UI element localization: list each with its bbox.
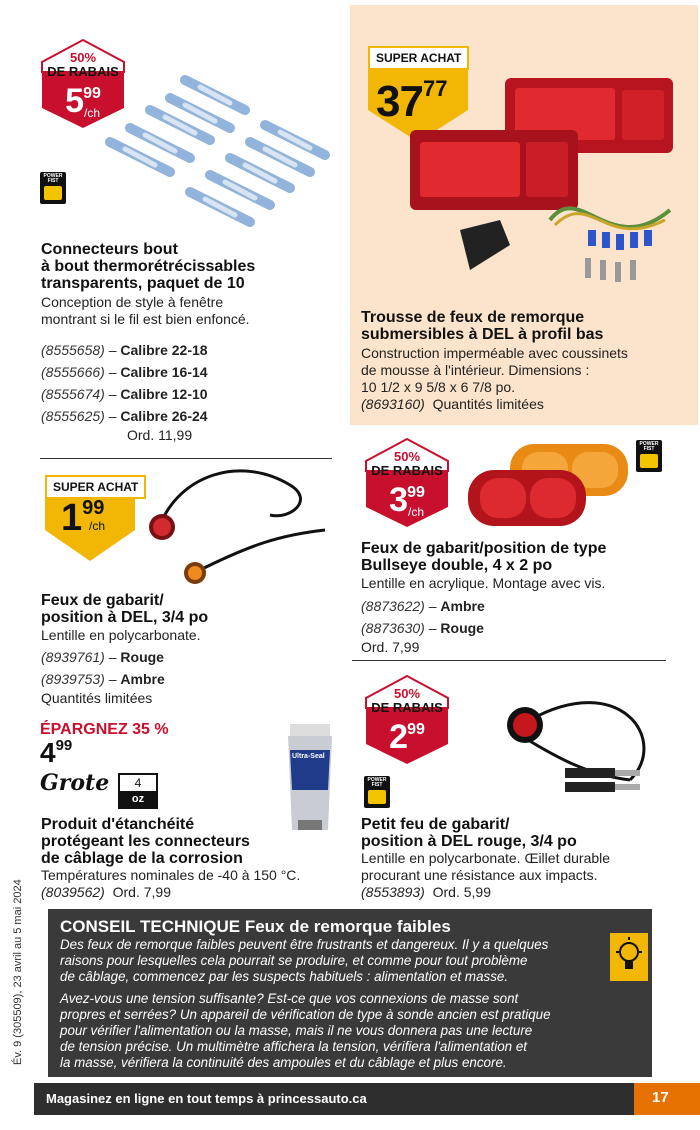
product-title (361, 309, 603, 343)
description-line: procurant une résistance aux impacts. (361, 867, 598, 883)
product-title (41, 241, 255, 292)
price-dollars: 1 (61, 497, 83, 539)
discount-badge (364, 437, 450, 529)
footer-text[interactable]: Magasinez en ligne en tout temps à princessauto.ca (46, 1091, 367, 1106)
price-dollars: 2 (389, 718, 408, 756)
product-title (361, 816, 577, 850)
sku-row (41, 383, 208, 405)
lightbulb-icon (610, 933, 648, 981)
sku-row (41, 339, 208, 361)
sku-code: (8939753) (41, 671, 105, 687)
tip-heading-topic: Feux de remorque faibles (240, 917, 451, 936)
sku-line (41, 884, 300, 901)
edition-sidebar-text: Év. 9 (305509), 23 avril au 5 mai 2024 (12, 879, 24, 1065)
description-line: 10 1/2 x 9 5/8 x 6 7/8 po. (361, 379, 516, 395)
discount-label: DE RABAIS (47, 64, 119, 79)
discount-badge (364, 674, 450, 766)
product-description (361, 345, 628, 413)
super-achat-label: SUPER ACHAT (368, 46, 469, 70)
sku-separator: – (424, 620, 441, 636)
discount-percent: 50% (393, 686, 421, 701)
sku-code: (8939761) (41, 649, 105, 665)
sku-name: Calibre 12-10 (120, 386, 208, 402)
tip-heading-label: CONSEIL TECHNIQUE (60, 917, 241, 936)
super-achat-badge (45, 475, 139, 565)
price-unit: /ch (84, 106, 101, 120)
sku-row (41, 668, 165, 690)
bullseye-lights-image (460, 440, 635, 550)
sku-code: (8555658) (41, 342, 105, 358)
sku-separator: – (104, 364, 121, 380)
sku-line (361, 884, 610, 901)
page-number: 17 (652, 1089, 669, 1106)
sku-list (41, 339, 208, 427)
trailer-light-kit-image (400, 70, 690, 300)
sku-name: Calibre 16-14 (120, 364, 208, 380)
product-description (41, 867, 300, 901)
description-line: Conception de style à fenêtre (41, 294, 224, 310)
title-line: Bullseye double, 4 x 2 po (361, 557, 553, 574)
sealant-tube-image (280, 720, 340, 835)
power-fist-text: POWER FIST (43, 173, 63, 184)
sku-line (361, 396, 628, 413)
discount-label: DE RABAIS (371, 463, 443, 478)
tube-label: Ultra-Seal (292, 753, 325, 760)
price-cents: 99 (407, 721, 425, 738)
regular-price: Ord. 11,99 (127, 427, 193, 443)
fist-icon (368, 790, 386, 804)
power-fist-text: POWER FIST (639, 441, 659, 452)
tip-line: Avez-vous une tension suffisante? Est-ce que vos connexions de masse sont (60, 991, 519, 1006)
price-cents: 77 (422, 76, 448, 101)
fist-icon (640, 454, 658, 468)
tip-heading (60, 917, 451, 937)
fist-icon (44, 186, 62, 200)
power-fist-logo (636, 440, 662, 472)
title-line: transparents, paquet de 10 (41, 275, 245, 292)
savings-label: ÉPARGNEZ 35 % (40, 721, 169, 738)
sku-row (41, 646, 165, 668)
sku-code: (8555666) (41, 364, 105, 380)
sku-code: (8039562) (41, 884, 105, 900)
title-line: position à DEL rouge, 3/4 po (361, 833, 577, 850)
tip-line: raisons pour lesquelles cela pourrait se produire, et comme pour tout problème (60, 953, 528, 968)
led-marker-lights-image (140, 465, 340, 585)
product-title (361, 540, 606, 574)
title-line: Produit d'étanchéité (41, 816, 195, 833)
size-tag (118, 773, 158, 809)
divider (40, 458, 332, 459)
sku-code: (8555674) (41, 386, 105, 402)
discount-label: DE RABAIS (371, 700, 443, 715)
small-marker-light-image (470, 680, 670, 805)
price-unit: /ch (89, 519, 106, 533)
product-title (41, 592, 208, 626)
product-description: Lentille en acrylique. Montage avec vis. (361, 575, 606, 591)
discount-percent: 50% (69, 50, 97, 65)
description-line: Lentille en polycarbonate. Œillet durable (361, 850, 611, 866)
sku-list (41, 646, 165, 690)
description-line: Construction imperméable avec coussinets (361, 345, 628, 361)
regular-price: Ord. 7,99 (112, 884, 171, 900)
title-line: Petit feu de gabarit/ (361, 816, 510, 833)
regular-price: Ord. 7,99 (361, 639, 420, 655)
product-description (41, 294, 250, 328)
title-line: Trousse de feux de remorque (361, 309, 585, 326)
title-line: de câblage de la corrosion (41, 850, 243, 867)
sku-code: (8873622) (361, 598, 425, 614)
sku-row (361, 617, 485, 639)
sku-list (361, 595, 485, 639)
sku-separator: – (424, 598, 441, 614)
sku-separator: – (104, 671, 121, 687)
title-line: à bout thermorétrécissables (41, 258, 256, 275)
tech-tip-box (48, 909, 652, 1077)
price-dollars: 3 (389, 481, 408, 519)
product-description (361, 850, 610, 901)
price-dollars: 5 (65, 82, 84, 120)
sku-separator: – (104, 386, 121, 402)
sku-separator: – (104, 408, 121, 424)
size-number: 4 (134, 776, 142, 790)
tip-line: Des feux de remorque faibles peuvent être frustrants et dangereux. Il y a quelques (60, 937, 549, 952)
title-line: Connecteurs bout (41, 241, 178, 258)
tip-line: pour vérifier l'alimentation ou la masse, mais il ne vous donnera pas une lecture (60, 1023, 533, 1038)
price-cents: 99 (82, 497, 105, 519)
divider (352, 660, 666, 661)
sku-name: Ambre (120, 671, 165, 687)
sku-name: Rouge (120, 649, 164, 665)
power-fist-logo (40, 172, 66, 204)
tip-line: de câblage, commencez par les suspects habituels : alimentation et masse. (60, 969, 509, 984)
price-unit: /ch (408, 505, 425, 519)
description-line: de mousse à l'intérieur. Dimensions : (361, 362, 590, 378)
regular-price: Ord. 5,99 (432, 884, 491, 900)
power-fist-logo (364, 776, 390, 808)
title-line: submersibles à DEL à profil bas (361, 326, 604, 343)
description-line: Températures nominales de -40 à 150 °C. (41, 867, 301, 883)
price-cents: 99 (83, 85, 101, 102)
sku-separator: – (104, 649, 121, 665)
description-line: montrant si le fil est bien enfoncé. (41, 311, 250, 327)
price-cents: 99 (407, 484, 425, 501)
sku-name: Rouge (440, 620, 484, 636)
tip-line: propres et serrées? Un appareil de vérification de type à sonde ancien est pratique (60, 1007, 551, 1022)
sku-row (361, 595, 485, 617)
sku-row (41, 361, 208, 383)
heat-shrink-connectors-image (100, 70, 340, 250)
sku-code: (8555625) (41, 408, 105, 424)
sku-separator: – (104, 342, 121, 358)
price-dollars: 37 (376, 77, 423, 126)
tip-paragraph (60, 991, 600, 1071)
sku-name: Ambre (440, 598, 485, 614)
title-line: Feux de gabarit/position de type (361, 540, 607, 557)
title-line: position à DEL, 3/4 po (41, 609, 209, 626)
super-achat-label: SUPER ACHAT (45, 475, 146, 499)
sku-name: Calibre 22-18 (120, 342, 208, 358)
title-line: protégeant les connecteurs (41, 833, 250, 850)
size-unit: oz (120, 791, 156, 807)
discount-percent: 50% (393, 449, 421, 464)
brand-logo: Grote (40, 770, 110, 796)
sale-price (40, 737, 72, 769)
tip-line: de tension précise. Un multimètre affichera la tension, vérifiera l'alimentation et (60, 1039, 527, 1054)
price-dollars: 4 (40, 737, 56, 768)
tip-paragraph (60, 937, 600, 985)
product-description: Lentille en polycarbonate. (41, 627, 201, 643)
page-footer (34, 1083, 700, 1115)
price-cents: 99 (55, 737, 73, 754)
product-title (41, 816, 250, 867)
sku-code: (8553893) (361, 884, 425, 900)
power-fist-text: POWER FIST (367, 777, 387, 788)
sku-code: (8693160) (361, 396, 425, 412)
sku-row (41, 405, 208, 427)
limited-quantity-note: Quantités limitées (41, 690, 153, 706)
tip-line: la masse, vérifiera la continuité des ampoules et du câblage et plus encore. (60, 1055, 507, 1070)
sku-code: (8873630) (361, 620, 425, 636)
sku-name: Calibre 26-24 (120, 408, 208, 424)
limited-quantity-note: Quantités limitées (432, 396, 544, 412)
title-line: Feux de gabarit/ (41, 592, 164, 609)
